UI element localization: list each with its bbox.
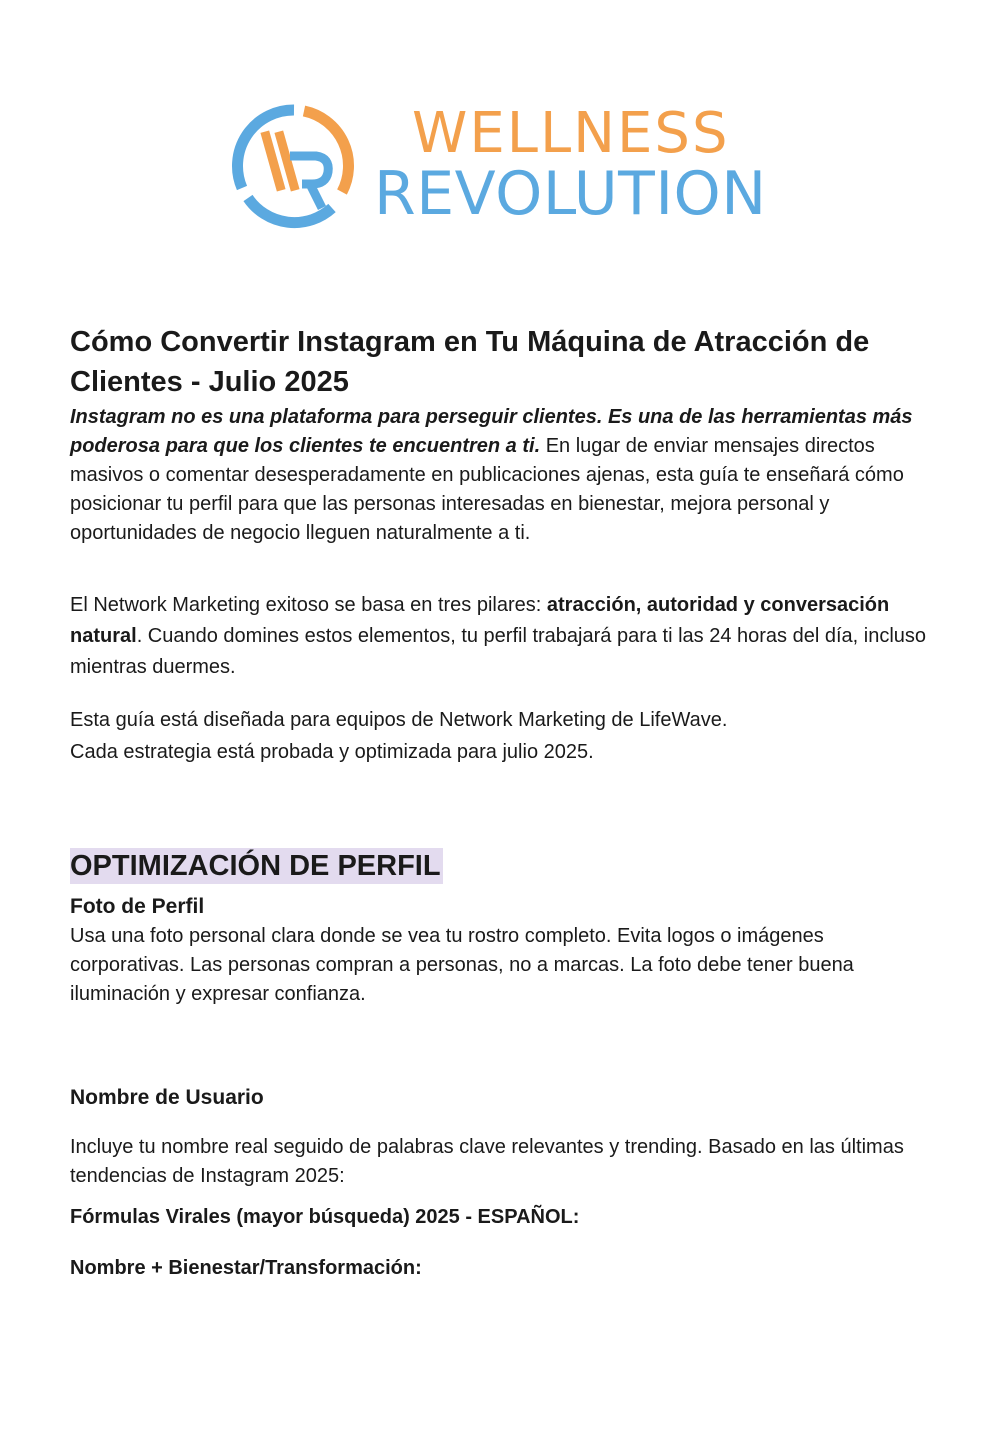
pillars-text-after: . Cuando domines estos elementos, tu perfil trabajará para ti las 24 horas del día, incluso mientras duermes. — [70, 625, 927, 678]
wr-circle-logo-icon — [228, 100, 360, 232]
logo-revolution-text: REVOLUTION — [374, 159, 767, 229]
pillars-paragraph — [70, 590, 930, 683]
nombre-bienestar-heading: Nombre + Bienestar/Transformación: — [70, 1257, 422, 1279]
nombre-de-usuario-text: Incluye tu nombre real seguido de palabras clave relevantes y trending. Basado en las últimas tendencias de Instagram 2025: — [70, 1136, 904, 1187]
wellness-revolution-logo — [228, 100, 768, 232]
intro-paragraph — [70, 403, 930, 548]
document-title: Cómo Convertir Instagram en Tu Máquina de Atracción de Clientes - Julio 2025 — [70, 326, 870, 398]
intro-emphasis: Instagram no es una plataforma para perseguir clientes. Es una de las herramientas más poderosa para que los clientes te encuentren a ti. — [70, 406, 913, 457]
foto-de-perfil-text: Usa una foto personal clara donde se vea tu rostro completo. Evita logos o imágenes corporativas. Las personas compran a personas, no a marcas. La foto debe tener buena iluminación y expresar confianza. — [70, 925, 854, 1005]
pillars-bold: atracción, autoridad y conversación natural — [70, 594, 890, 647]
formulas-virales-heading: Fórmulas Virales (mayor búsqueda) 2025 - ESPAÑOL: — [70, 1206, 580, 1228]
nombre-de-usuario-heading: Nombre de Usuario — [70, 1086, 264, 1109]
foto-de-perfil-heading: Foto de Perfil — [70, 895, 205, 918]
section-heading-optimizacion: OPTIMIZACIÓN DE PERFIL — [70, 850, 441, 882]
lifewave-paragraph: Esta guía está diseñada para equipos de Network Marketing de LifeWave. Cada estrategia está probada y optimizada para julio 2025. — [70, 709, 728, 763]
logo-wellness-text: WELLNESS — [412, 101, 730, 166]
pillars-text-before: El Network Marketing exitoso se basa en tres pilares: — [70, 594, 547, 616]
intro-text: En lugar de enviar mensajes directos masivos o comentar desesperadamente en publicaciones ajenas, esta guía te enseñará cómo posicionar tu perfil para que las personas interesadas en bienestar, mejora personal y oportunidades de negocio lleguen naturalmente a ti. — [70, 435, 904, 544]
